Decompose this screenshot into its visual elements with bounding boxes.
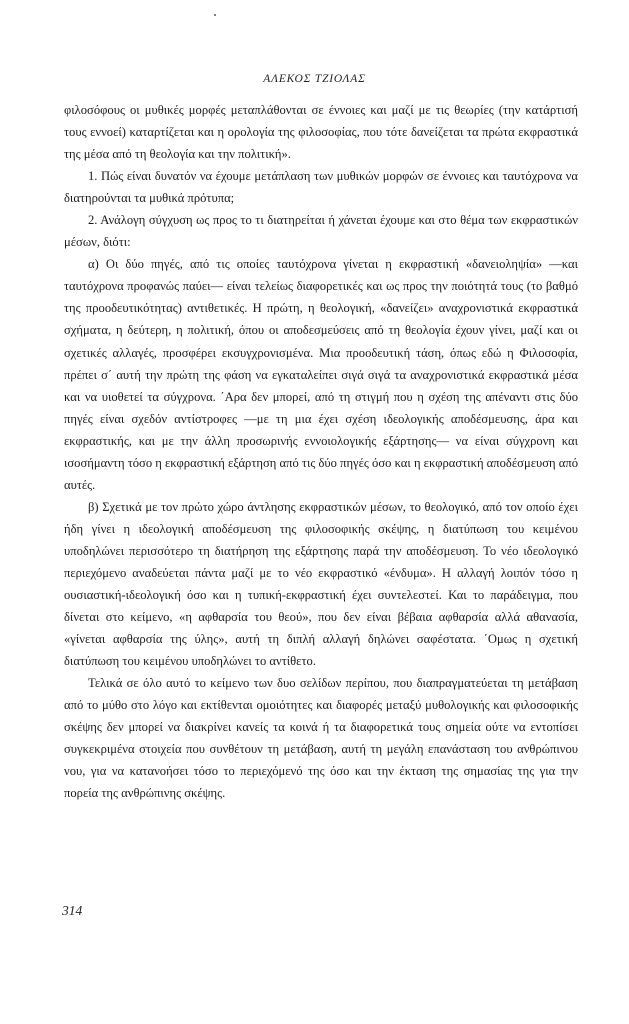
paragraph-point-b: β) Σχετικά με τον πρώτο χώρο άντλησης εκφραστικών μέσων, το θεολογικό, από τον οποίο έχει ήδη γίνει η ιδεολογική αποδέσμευση της φιλοσοφικής σκέψης, η διατύπωση του κειμένου υποδηλώνει περισσότερο τη διατήρηση της εξάρτησης παρά την αποδέσμευση. Το νέο ιδεολογικό περιεχόμενο αναδεύεται πάντα μαζί με το νέο εκφραστικό «ένδυμα». Η αλλαγή λοιπόν τόσο η ουσιαστική-ιδεολογική όσο και η τυπική-εκφραστική έχει συντελεστεί. Και το παράδειγμα, που δίνεται στο κείμενο, «η αφθαρσία του θεού», που δεν είναι βέβαια αφθαρσία αλλά αθανασία, «γίνεται αφθαρσία της ύλης», αυτή τη διπλή αλλαγή δηλώνει σαφέστατα. ΄Ομως η σχετική διατύπωση του κειμένου υποδηλώνει το αντίθετο.	[64, 499, 578, 669]
paragraph-continuation: φιλοσόφους οι μυθικές μορφές μεταπλάθονται σε έννοιες και μαζί με τις θεωρίες (την κατάρτισή τους εννοεί) καταρτίζεται και η ορολογία της φιλοσοφίας, που τότε δανείζεται τα πρώτα εκφραστικά της μέσα από τη θεολογία και την πολιτική».	[64, 103, 578, 162]
body-text	[64, 99, 578, 805]
scan-speck	[214, 14, 216, 16]
page-number: 314	[62, 903, 83, 918]
paragraph-point-2: 2. Ανάλογη σύγχυση ως προς το τι διατηρείται ή χάνεται έχουμε και στο θέμα των εκφραστικών μέσων, διότι:	[64, 213, 578, 250]
paragraph-point-1: 1. Πώς είναι δυνατόν να έχουμε μετάπλαση των μυθικών μορφών σε έννοιες και ταυτόχρονα να διατηρούνται τα μυθικά πρότυπα;	[64, 169, 578, 206]
paragraph-conclusion: Τελικά σε όλο αυτό το κείμενο των δυο σελίδων περίπου, που διαπραγματεύεται τη μετάβαση από το μύθο στο λόγο και εκτίθενται ομοιότητες και διαφορές μεταξύ μυθολογικής και φιλοσοφικής σκέψης δεν μπορεί να διακρίνει κανείς τα κοινά ή τα διαφορετικά τους σημεία ούτε να εντοπίσει συγκεκριμένα στοιχεία που συνθέτουν τη μετάβαση, αυτή τη μεγάλη επανάσταση του ανθρώπινου νου, για να κατανοήσει τόσο το περιεχόμενό της όσο και την έκταση της σημασίας της για την πορεία της ανθρώπινης σκέψης.	[64, 676, 578, 801]
paragraph-point-a: α) Οι δύο πηγές, από τις οποίες ταυτόχρονα γίνεται η εκφραστική «δανειοληψία» —και ταυτόχρονα προφανώς παύει— είναι τελείως διαφορετικές και ως προς την ποιότητά τους (το βαθμό της προοδευτικότητας) αντιθετικές. Η πρώτη, η θεολογική, «δανείζει» αναχρονιστικά εκφραστικά σχήματα, η δεύτερη, η πολιτική, όπου οι αποδεσμεύσεις από τη θεολογία έχουν γίνει, μαζί και οι σχετικές αλλαγές, προσφέρει εκσυγχρονισμένα. Μια προοδευτική τάση, όπως εδώ η Φιλοσοφία, πρέπει σ΄ αυτή την πρώτη της φάση να εγκαταλείπει σιγά σιγά τα αναχρονιστικά εκφραστικά μέσα και να υιοθετεί τα σύγχρονα. ΄Αρα δεν μπορεί, από τη στιγμή που η σχέση της απέναντι στις δύο πηγές είναι σχεδόν αντίστροφες —με τη μια έχει σχέση ιδεολογικής αποδέσμευσης, άρα και εκφραστικής, και με την άλλη προσωρινής εννοιολογικής εξάρτησης— να είναι σύγχρονη και ισοσήμαντη τόσο η εκφραστική εξάρτηση από τις δύο πηγές όσο και η εκφραστική αποδέσμευση από αυτές.	[64, 257, 578, 492]
running-head: ΑΛΕΚΟΣ ΤΖΙΟΛΑΣ	[263, 73, 366, 85]
